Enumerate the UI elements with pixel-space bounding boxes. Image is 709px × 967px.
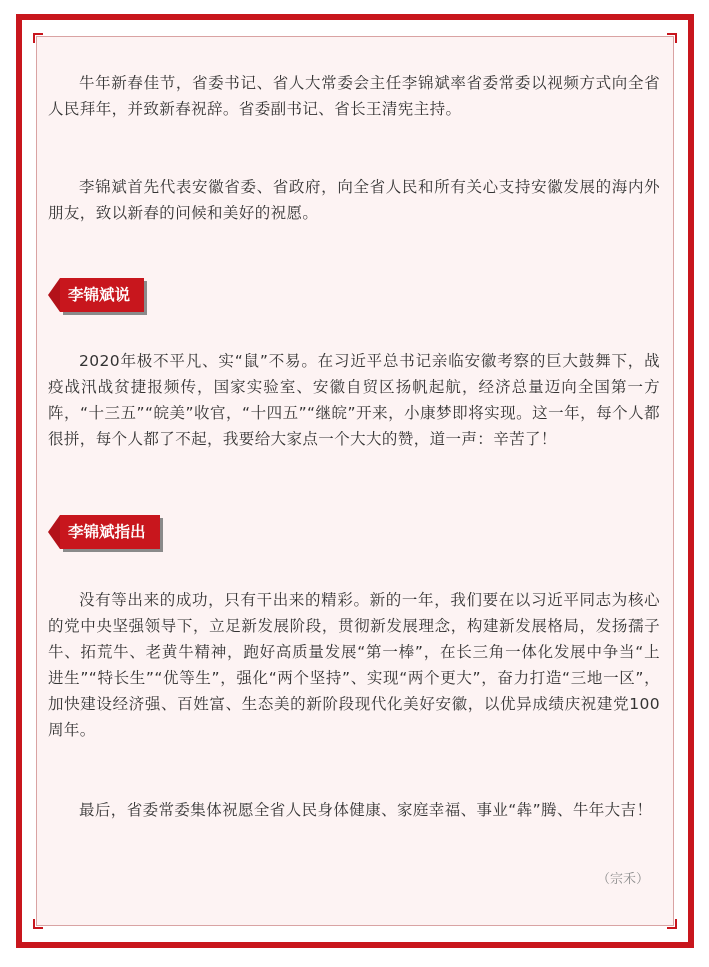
frame-corner-ornament [667, 919, 677, 929]
paragraph-intro: 牛年新春佳节，省委书记、省人大常委会主任李锦斌率省委常委以视频方式向全省人民拜年，并致新春祝辞。省委副书记、省长王清宪主持。 [48, 74, 660, 118]
paragraph-greeting: 李锦斌首先代表安徽省委、省政府，向全省人民和所有关心支持安徽发展的海内外朋友，致以新春的问候和美好的祝愿。 [48, 178, 660, 222]
frame-corner-ornament [667, 33, 677, 43]
section-tag-label: 李锦斌说 [60, 278, 144, 312]
paragraph-review: 2020年极不平凡、实“鼠”不易。在习近平总书记亲临安徽考察的巨大鼓舞下，战疫战汛战贫捷报频传，国家实验室、安徽自贸区扬帆起航，经济总量迈向全国第一方阵，“十三五”“皖美”收官，“十四五”“继皖”开来，小康梦即将实现。这一年，每个人都很拼，每个人都了不起，我要给大家点一个大大的赞，道一声：辛苦了！ [48, 352, 660, 448]
paragraph-outlook: 没有等出来的成功，只有干出来的精彩。新的一年，我们要在以习近平同志为核心的党中央坚强领导下，立足新发展阶段，贯彻新发展理念，构建新发展格局，发扬孺子牛、拓荒牛、老黄牛精神，跑好高质量发展“第一棒”，在长三角一体化发展中争当“上进生”“特长生”“优等生”，强化“两个坚持”、实现“两个更大”，奋力打造“三地一区”，加快建设经济强、百姓富、生态美的新阶段现代化美好安徽，以优异成绩庆祝建党100周年。 [48, 591, 660, 739]
frame-corner-ornament [33, 919, 43, 929]
section-tag-said [48, 278, 144, 312]
tag-arrow-icon [48, 515, 60, 549]
frame-corner-ornament [33, 33, 43, 43]
source-credit: （宗禾） [596, 872, 649, 887]
tag-arrow-icon [48, 278, 60, 312]
section-tag-pointed-out [48, 515, 160, 549]
section-tag-label: 李锦斌指出 [60, 515, 160, 549]
content-panel [36, 36, 674, 926]
paragraph-closing: 最后，省委常委集体祝愿全省人民身体健康、家庭幸福、事业“犇”腾、牛年大吉！ [79, 801, 653, 819]
